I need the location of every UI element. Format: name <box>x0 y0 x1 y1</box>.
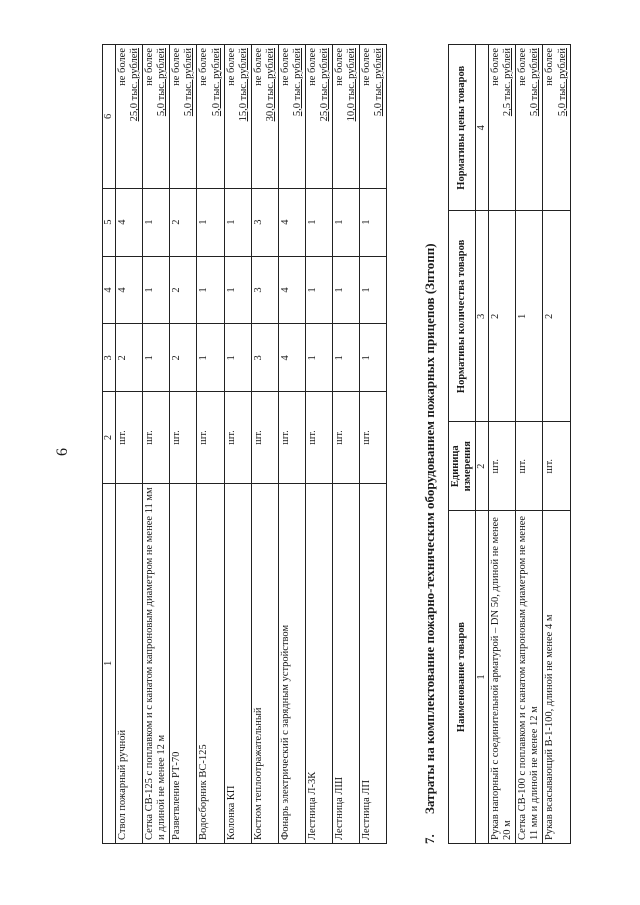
goods-name: Водосборник ВС-125 <box>197 483 224 843</box>
goods-name: Лестница ЛП <box>360 483 387 843</box>
header-quantity-norm: Нормативы количества товаров <box>449 211 476 422</box>
quantity-norm: 2 <box>489 211 516 422</box>
table-row <box>224 45 251 844</box>
section-heading <box>422 44 438 844</box>
price-cell <box>197 45 224 189</box>
norm-value: 2 <box>170 324 197 392</box>
price-value: 5,0 тыс. рублей <box>183 48 195 117</box>
norm-value: 1 <box>143 256 170 324</box>
norm-value: 4 <box>116 188 143 256</box>
price-cell <box>360 45 387 189</box>
unit: шт. <box>516 422 543 511</box>
table-row <box>143 45 170 844</box>
norm-value: 1 <box>224 256 251 324</box>
norm-value: 1 <box>305 188 332 256</box>
unit: шт. <box>360 392 387 483</box>
unit: шт. <box>143 392 170 483</box>
column-number: 2 <box>103 392 116 483</box>
unit: шт. <box>543 422 570 511</box>
unit: шт. <box>251 392 278 483</box>
header-goods-name: Наименование товаров <box>449 511 476 844</box>
price-prefix: не более <box>144 48 156 86</box>
table-row <box>197 45 224 844</box>
price-prefix: не более <box>490 48 502 86</box>
table-row <box>333 45 360 844</box>
price-cell <box>543 45 570 211</box>
table-row <box>516 45 543 844</box>
norm-value: 4 <box>116 256 143 324</box>
goods-name: Сетка СВ-125 с поплавком и с канатом капроновым диаметром не менее 11 мм и длиной не менее 12 м <box>143 483 170 843</box>
price-prefix: не более <box>198 48 210 86</box>
table-row <box>489 45 516 844</box>
price-prefix: не более <box>361 48 373 86</box>
goods-name: Сетка СВ-100 с поплавком и с канатом капроновым диаметром не менее 11 мм и длиной не менее 12 м <box>516 511 543 844</box>
unit: шт. <box>305 392 332 483</box>
document-page <box>8 6 632 899</box>
price-cell <box>224 45 251 189</box>
goods-name: Костюм теплоотражательный <box>251 483 278 843</box>
header-unit: Единица измерения <box>449 422 476 511</box>
norm-value: 3 <box>251 256 278 324</box>
norm-value: 2 <box>170 256 197 324</box>
price-cell <box>516 45 543 211</box>
trailer-table-body <box>489 45 570 844</box>
price-value: 25,0 тыс. рублей <box>319 48 330 122</box>
table-row <box>116 45 143 844</box>
price-prefix: не более <box>517 48 529 86</box>
unit: шт. <box>333 392 360 483</box>
norm-value: 1 <box>333 324 360 392</box>
price-value: 5,0 тыс. рублей <box>156 48 168 117</box>
price-cell <box>143 45 170 189</box>
table-row <box>278 45 305 844</box>
price-cell <box>305 45 332 189</box>
rotated-sheet <box>10 12 630 892</box>
price-prefix: не более <box>117 48 129 86</box>
goods-name: Лестница ЛШ <box>333 483 360 843</box>
table-row <box>251 45 278 844</box>
price-prefix: не более <box>252 48 264 86</box>
norm-value: 1 <box>333 256 360 324</box>
section-number: 7. <box>422 834 437 844</box>
table-row <box>305 45 332 844</box>
norm-value: 1 <box>197 256 224 324</box>
norm-value: 1 <box>224 188 251 256</box>
norm-value: 1 <box>224 324 251 392</box>
unit: шт. <box>170 392 197 483</box>
goods-name: Рукав напорный с соединительной арматурой – DN 50, длиной не менее 20 м <box>489 511 516 844</box>
norm-value: 2 <box>116 324 143 392</box>
price-cell <box>251 45 278 189</box>
equipment-table-body <box>116 45 387 844</box>
column-number: 3 <box>476 211 489 422</box>
price-prefix: не более <box>279 48 291 86</box>
price-value: 5,0 тыс. рублей <box>373 48 385 117</box>
norm-value: 1 <box>360 256 387 324</box>
norm-value: 1 <box>360 188 387 256</box>
price-cell <box>116 45 143 189</box>
page-number: 6 <box>54 448 71 456</box>
price-prefix: не более <box>306 48 318 86</box>
norm-value: 1 <box>143 324 170 392</box>
section-title: Затраты на комплектование пожарно-техническим оборудованием пожарных прицепов (Зптопп) <box>422 243 437 814</box>
norm-value: 3 <box>251 324 278 392</box>
price-value: 2,5 тыс. рублей <box>502 48 514 117</box>
norm-value: 1 <box>305 324 332 392</box>
unit: шт. <box>197 392 224 483</box>
column-number: 4 <box>476 45 489 211</box>
norm-value: 3 <box>251 188 278 256</box>
price-value: 10,0 тыс. рублей <box>346 48 358 122</box>
norm-value: 1 <box>333 188 360 256</box>
price-prefix: не более <box>334 48 346 86</box>
goods-name: Ствол пожарный ручной <box>116 483 143 843</box>
column-number-row <box>103 45 116 844</box>
column-number: 6 <box>103 45 116 189</box>
norm-value: 4 <box>278 188 305 256</box>
price-value: 30,0 тыс. рублей <box>264 48 276 122</box>
table-header-row <box>449 45 476 844</box>
unit: шт. <box>224 392 251 483</box>
equipment-table-continued <box>102 44 387 844</box>
price-value: 5,0 тыс. рублей <box>210 48 222 117</box>
price-cell <box>333 45 360 189</box>
norm-value: 1 <box>360 324 387 392</box>
goods-name: Фонарь электрический с зарядным устройством <box>278 483 305 843</box>
norm-value: 1 <box>197 188 224 256</box>
price-cell <box>170 45 197 189</box>
column-number: 3 <box>103 324 116 392</box>
header-price-norm: Нормативы цены товаров <box>449 45 476 211</box>
price-value: 5,0 тыс. рублей <box>291 48 303 117</box>
price-value: 5,0 тыс. рублей <box>529 48 541 117</box>
table-row <box>170 45 197 844</box>
column-number: 1 <box>476 511 489 844</box>
price-value: 5,0 тыс. рублей <box>556 48 568 117</box>
column-number: 1 <box>103 483 116 843</box>
column-number: 4 <box>103 256 116 324</box>
price-prefix: не более <box>544 48 556 86</box>
column-number-row <box>476 45 489 844</box>
unit: шт. <box>278 392 305 483</box>
norm-value: 1 <box>305 256 332 324</box>
norm-value: 4 <box>278 324 305 392</box>
unit: шт. <box>116 392 143 483</box>
column-number: 5 <box>103 188 116 256</box>
unit: шт. <box>489 422 516 511</box>
goods-name: Рукав всасывающий В-1-100, длиной не менее 4 м <box>543 511 570 844</box>
quantity-norm: 1 <box>516 211 543 422</box>
goods-name: Колонка КП <box>224 483 251 843</box>
price-value: 25,0 тыс. рублей <box>129 48 141 122</box>
table-row <box>543 45 570 844</box>
table-row <box>360 45 387 844</box>
price-cell <box>278 45 305 189</box>
goods-name: Лестница Л-3К <box>305 483 332 843</box>
norm-value: 4 <box>278 256 305 324</box>
norm-value: 1 <box>197 324 224 392</box>
norm-value: 1 <box>143 188 170 256</box>
price-prefix: не более <box>225 48 237 86</box>
quantity-norm: 2 <box>543 211 570 422</box>
goods-name: Разветвление РТ-70 <box>170 483 197 843</box>
column-number: 2 <box>476 422 489 511</box>
price-value: 15,0 тыс. рублей <box>237 48 249 122</box>
price-cell <box>489 45 516 211</box>
trailer-equipment-table <box>448 44 571 844</box>
price-prefix: не более <box>171 48 183 86</box>
norm-value: 2 <box>170 188 197 256</box>
